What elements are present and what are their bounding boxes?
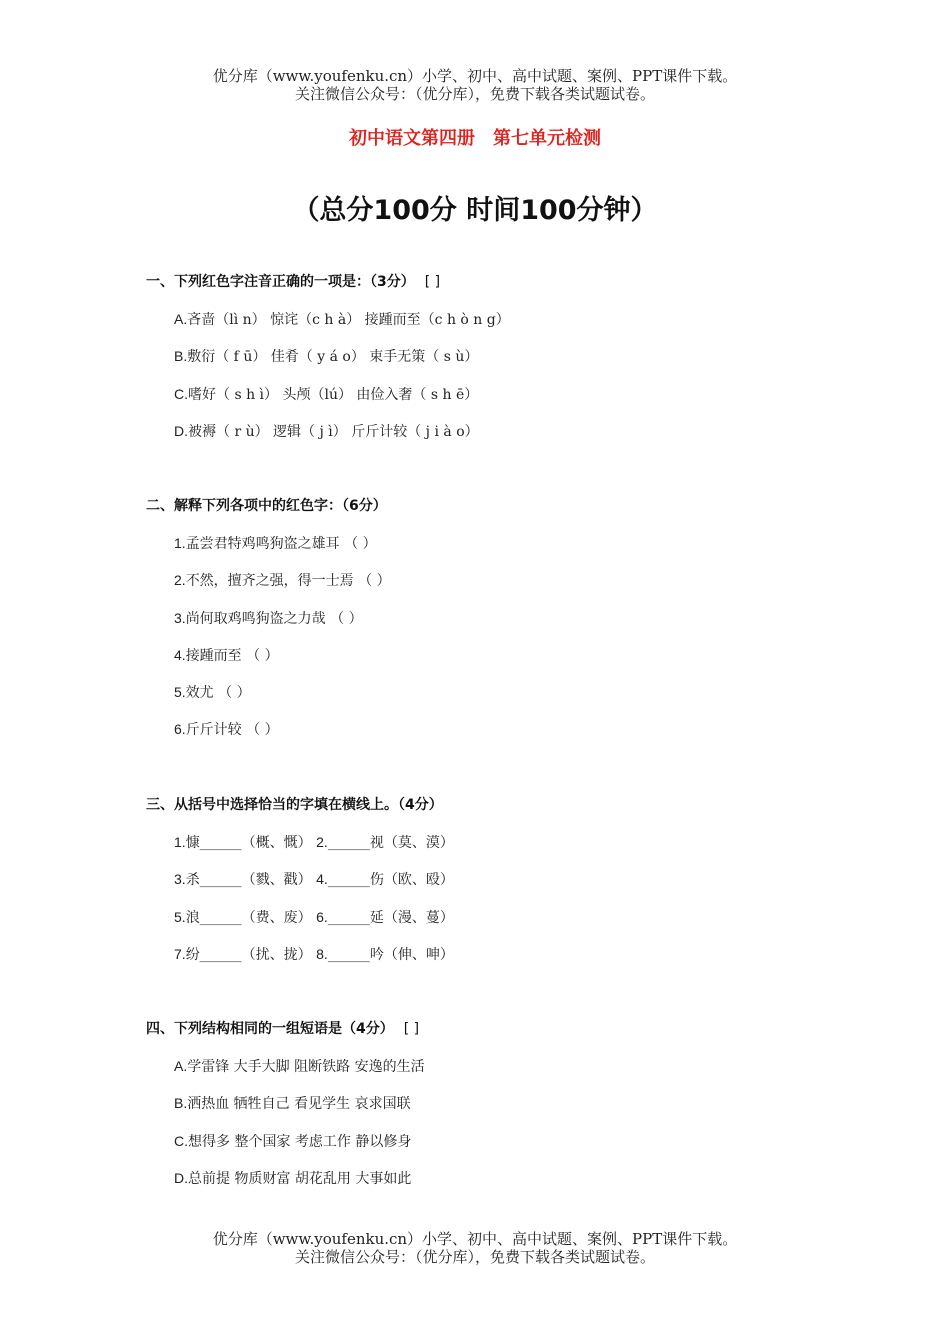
option-b: B.洒热血 牺牲自己 看见学生 哀求国联 bbox=[174, 1095, 411, 1113]
list-item: 2.不然，擅齐之强，得一士焉 （ ） bbox=[174, 572, 391, 590]
list-item: 5.效尤 （ ） bbox=[174, 684, 251, 702]
list-item: 1.慷______（概、慨） 2.______视（莫、漠） bbox=[174, 834, 454, 851]
list-item: 7.纷______（扰、拢） 8.______吟（伸、呻） bbox=[174, 945, 454, 963]
option-a: A.吝啬（lì n） 惊诧（c h à） 接踵而至（c h ò n g） bbox=[174, 311, 510, 328]
document-title: 初中语文第四册 第七单元检测 bbox=[349, 128, 601, 149]
footer-line-2: 关注微信公众号：（优分库），免费下载各类试题试卷。 bbox=[294, 1248, 655, 1266]
list-item: 3.尚何取鸡鸣狗盗之力哉 （ ） bbox=[174, 609, 363, 627]
page-header bbox=[0, 67, 950, 103]
header-line-2: 关注微信公众号：（优分库），免费下载各类试题试卷。 bbox=[294, 85, 655, 103]
question-4 bbox=[146, 1018, 846, 1204]
list-item: 3.杀______（戮、戳） 4.______伤（欧、殴） bbox=[174, 871, 454, 889]
list-item: 5.浪______（费、废） 6.______延（漫、蔓） bbox=[174, 908, 454, 926]
list-item: 1.孟尝君特鸡鸣狗盗之雄耳 （ ） bbox=[174, 535, 377, 552]
answer-bracket: [ ] bbox=[424, 274, 441, 290]
header-line-1: 优分库（www.youfenku.cn）小学、初中、高中试题、案例、PPT课件下载。 bbox=[212, 67, 738, 85]
option-d: D.总前提 物质财富 胡花乱用 大事如此 bbox=[174, 1169, 412, 1187]
footer-line-1: 优分库（www.youfenku.cn）小学、初中、高中试题、案例、PPT课件下载。 bbox=[212, 1230, 738, 1248]
option-b: B.敷衍（ f ū） 佳肴（ y á o） 束手无策（ s ù） bbox=[174, 348, 479, 366]
option-c: C.想得多 整个国家 考虑工作 静以修身 bbox=[174, 1132, 412, 1150]
option-d: D.被褥（ r ù） 逻辑（ j ì） 斤斤计较（ j i à o） bbox=[174, 422, 479, 440]
question-1 bbox=[146, 271, 846, 457]
option-c: C.嗜好（ s h ì） 头颅（lú） 由俭入奢（ s h ē） bbox=[174, 385, 479, 403]
answer-bracket: [ ] bbox=[403, 1021, 420, 1037]
question-4-title: 四、下列结构相同的一组短语是（4分） [ ] bbox=[146, 1021, 420, 1037]
question-2-title: 二、解释下列各项中的红色字：（6分） bbox=[146, 498, 387, 514]
page-footer bbox=[0, 1230, 950, 1266]
document-subtitle: （总分100分 时间100分钟） bbox=[292, 195, 658, 226]
list-item: 6.斤斤计较 （ ） bbox=[174, 721, 279, 739]
question-3-title: 三、从括号中选择恰当的字填在横线上。（4分） bbox=[146, 797, 443, 813]
question-2 bbox=[146, 495, 846, 756]
option-a: A.学雷锋 大手大脚 阻断铁路 安逸的生活 bbox=[174, 1058, 425, 1075]
list-item: 4.接踵而至 （ ） bbox=[174, 646, 279, 664]
question-1-title: 一、下列红色字注音正确的一项是：（3分） [ ] bbox=[146, 274, 441, 290]
question-3 bbox=[146, 794, 846, 980]
